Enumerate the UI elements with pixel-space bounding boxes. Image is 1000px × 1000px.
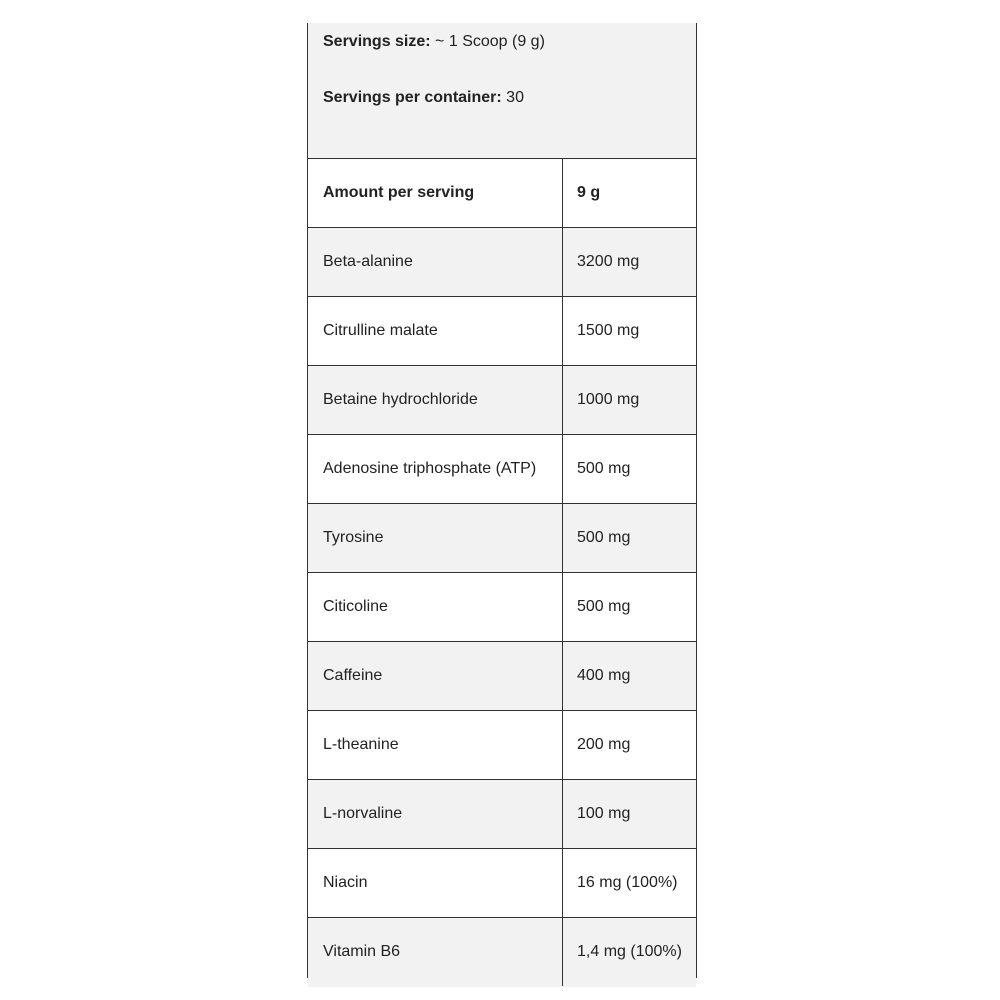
serving-size-value: ~ 1 Scoop (9 g) <box>430 33 545 50</box>
ingredient-amount: 100 mg <box>577 805 631 822</box>
table-header-row <box>308 159 696 228</box>
ingredient-amount: 500 mg <box>577 529 631 546</box>
supplement-facts-table <box>307 23 697 978</box>
ingredient-name: Betaine hydrochloride <box>323 391 478 408</box>
ingredient-name: Caffeine <box>323 667 383 684</box>
table-row <box>308 228 696 297</box>
table-row <box>308 435 696 504</box>
header-name-cell: Amount per serving <box>323 184 475 201</box>
serving-size-label: Servings size: <box>323 33 431 50</box>
column-divider <box>562 573 563 641</box>
ingredient-amount: 1000 mg <box>577 391 640 408</box>
table-row <box>308 573 696 642</box>
ingredient-amount: 16 mg (100%) <box>577 874 678 891</box>
table-row <box>308 918 696 987</box>
ingredient-name: L-theanine <box>323 736 399 753</box>
ingredient-amount: 3200 mg <box>577 253 640 270</box>
ingredient-name: Tyrosine <box>323 529 384 546</box>
table-row <box>308 642 696 711</box>
table-row <box>308 849 696 918</box>
ingredient-name: Citicoline <box>323 598 388 615</box>
ingredient-name: Niacin <box>323 874 368 891</box>
servings-per-container-value: 30 <box>501 89 524 106</box>
header-amount-cell: 9 g <box>577 184 601 201</box>
servings-per-container-line <box>323 89 524 107</box>
serving-size-line <box>323 33 545 51</box>
ingredient-name: Beta-alanine <box>323 253 413 270</box>
column-divider <box>562 159 563 227</box>
column-divider <box>562 504 563 572</box>
column-divider <box>562 435 563 503</box>
ingredient-amount: 1,4 mg (100%) <box>577 943 682 960</box>
ingredient-amount: 200 mg <box>577 736 631 753</box>
ingredient-name: Vitamin B6 <box>323 943 401 960</box>
ingredient-name: Adenosine triphosphate (ATP) <box>323 460 537 477</box>
column-divider <box>562 849 563 917</box>
ingredient-amount: 1500 mg <box>577 322 640 339</box>
ingredient-name: Citrulline malate <box>323 322 438 339</box>
column-divider <box>562 297 563 365</box>
ingredient-amount: 400 mg <box>577 667 631 684</box>
serving-info-block <box>308 23 696 159</box>
table-row <box>308 780 696 849</box>
column-divider <box>562 642 563 710</box>
ingredient-name: L-norvaline <box>323 805 403 822</box>
table-row <box>308 504 696 573</box>
ingredient-amount: 500 mg <box>577 598 631 615</box>
column-divider <box>562 228 563 296</box>
table-row <box>308 297 696 366</box>
table-row <box>308 711 696 780</box>
column-divider <box>562 711 563 779</box>
ingredient-amount: 500 mg <box>577 460 631 477</box>
table-row <box>308 366 696 435</box>
column-divider <box>562 918 563 986</box>
column-divider <box>562 780 563 848</box>
column-divider <box>562 366 563 434</box>
servings-per-container-label: Servings per container: <box>323 89 502 106</box>
